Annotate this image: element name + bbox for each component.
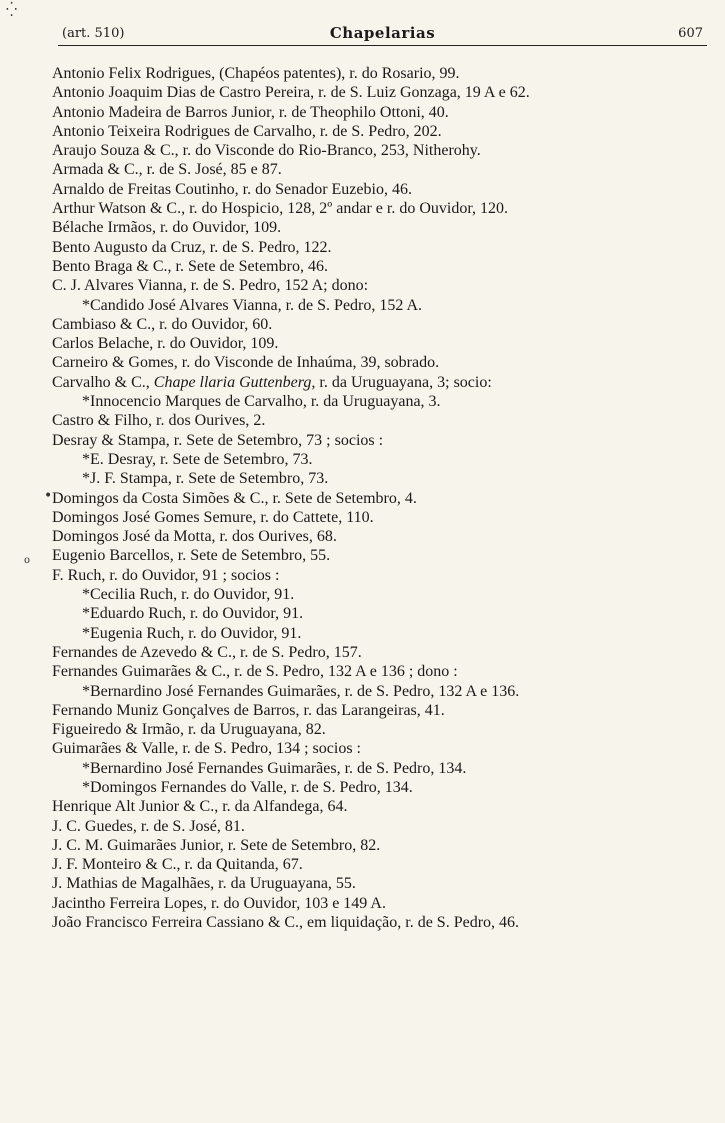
entry-text: Bento Braga & C., r. Sete de Setembro, 46. [52, 257, 328, 275]
ink-speck: • [44, 488, 53, 504]
entry-text: *Eugenia Ruch, r. do Ouvidor, 91. [82, 624, 302, 642]
sub-entry [52, 624, 707, 643]
directory-entry [52, 180, 707, 199]
directory-entry [52, 720, 707, 739]
entry-text: João Francisco Ferreira Cassiano & C., em liquidação, r. de S. Pedro, 46. [52, 914, 520, 932]
directory-entry [52, 315, 707, 334]
entry-text: Carneiro & Gomes, r. do Visconde de Inhaúma, 39, sobrado. [52, 354, 440, 372]
entry-text: Jacintho Ferreira Lopes, r. do Ouvidor, 103 e 149 A. [52, 894, 386, 912]
entry-text: Carvalho & C., [52, 373, 154, 391]
directory-entry [52, 411, 707, 430]
directory-entry [52, 160, 707, 179]
sub-entry [52, 778, 707, 797]
directory-entry [52, 199, 707, 218]
sub-entry [52, 759, 707, 778]
entry-text: *Candido José Alvares Vianna, r. de S. Pedro, 152 A. [82, 296, 423, 314]
directory-entry [52, 894, 707, 913]
sub-entry [52, 450, 707, 469]
directory-entry [52, 546, 707, 565]
entry-text: *Eduardo Ruch, r. do Ouvidor, 91. [82, 605, 304, 623]
entry-text: Guimarães & Valle, r. de S. Pedro, 134 ; socios : [52, 740, 361, 758]
directory-entry [52, 643, 707, 662]
page-number: 607 [678, 26, 703, 41]
entry-text: Antonio Joaquim Dias de Castro Pereira, r. de S. Luiz Gonzaga, 19 A e 62. [52, 84, 530, 102]
entry-list [52, 64, 707, 932]
section-title: Chapelarias [329, 24, 436, 42]
directory-entry [52, 83, 707, 102]
directory-entry [52, 508, 707, 527]
directory-entry [52, 238, 707, 257]
directory-entry [52, 141, 707, 160]
entry-text: Bento Augusto da Cruz, r. de S. Pedro, 122. [52, 238, 332, 256]
entry-text: F. Ruch, r. do Ouvidor, 91 ; socios : [52, 566, 280, 584]
entry-text: *E. Desray, r. Sete de Setembro, 73. [82, 450, 313, 468]
directory-entry [52, 373, 707, 392]
directory-entry [52, 489, 707, 508]
directory-entry [52, 797, 707, 816]
directory-entry [52, 913, 707, 932]
entry-text: Bélache Irmãos, r. do Ouvidor, 109. [52, 219, 282, 237]
entry-text: Arnaldo de Freitas Coutinho, r. do Senador Euzebio, 46. [52, 180, 412, 198]
entry-text: Antonio Teixeira Rodrigues de Carvalho, r. de S. Pedro, 202. [52, 122, 442, 140]
directory-entry [52, 122, 707, 141]
ink-speck: o [24, 555, 31, 566]
entry-text: *Bernardino José Fernandes Guimarães, r. de S. Pedro, 132 A e 136. [82, 682, 520, 700]
directory-entry [52, 566, 707, 585]
directory-entry [52, 836, 707, 855]
entry-text: *J. F. Stampa, r. Sete de Setembro, 73. [82, 470, 329, 488]
entry-text: Antonio Felix Rodrigues, (Chapéos patentes), r. do Rosario, 99. [52, 65, 460, 82]
directory-entry [52, 874, 707, 893]
entry-text: Armada & C., r. de S. José, 85 e 87. [52, 161, 282, 179]
page-header [62, 24, 703, 46]
directory-entry [52, 276, 707, 295]
sub-entry [52, 392, 707, 411]
entry-text: Henrique Alt Junior & C., r. da Alfandega, 64. [52, 798, 348, 816]
directory-entry [52, 64, 707, 83]
entry-text: Cambiaso & C., r. do Ouvidor, 60. [52, 315, 273, 333]
entry-text: Figueiredo & Irmão, r. da Uruguayana, 82. [52, 721, 326, 739]
directory-entry [52, 334, 707, 353]
sub-entry [52, 682, 707, 701]
directory-entry [52, 817, 707, 836]
directory-entry [52, 739, 707, 758]
entry-text: Domingos da Costa Simões & C., r. Sete de Setembro, 4. [52, 489, 417, 507]
entry-text: Castro & Filho, r. dos Ourives, 2. [52, 412, 266, 430]
directory-entry [52, 431, 707, 450]
entry-text: Antonio Madeira de Barros Junior, r. de Theophilo Ottoni, 40. [52, 103, 449, 121]
directory-entry [52, 527, 707, 546]
entry-text: J. C. Guedes, r. de S. José, 81. [52, 817, 245, 835]
entry-text: J. C. M. Guimarães Junior, r. Sete de Setembro, 82. [52, 836, 381, 854]
sub-entry [52, 585, 707, 604]
entry-text: Domingos José da Motta, r. dos Ourives, 68. [52, 528, 337, 546]
entry-text: J. F. Monteiro & C., r. da Quitanda, 67. [52, 856, 303, 874]
entry-text: Fernandes de Azevedo & C., r. de S. Pedro, 157. [52, 643, 362, 661]
entry-text: Fernandes Guimarães & C., r. de S. Pedro, 132 A e 136 ; dono : [52, 663, 458, 681]
entry-text: Eugenio Barcellos, r. Sete de Setembro, 55. [52, 547, 331, 565]
sub-entry [52, 469, 707, 488]
header-rule [58, 45, 707, 46]
entry-text: *Domingos Fernandes do Valle, r. de S. Pedro, 134. [82, 778, 413, 796]
entry-text: Domingos José Gomes Semure, r. do Cattete, 110. [52, 508, 374, 526]
directory-entry [52, 662, 707, 681]
sub-entry [52, 296, 707, 315]
entry-text: Carlos Belache, r. do Ouvidor, 109. [52, 335, 279, 353]
entry-text: Arthur Watson & C., r. do Hospicio, 128, 2º andar e r. do Ouvidor, 120. [52, 200, 509, 218]
entry-text: Fernando Muniz Gonçalves de Barros, r. das Larangeiras, 41. [52, 701, 445, 719]
entry-text: J. Mathias de Magalhães, r. da Uruguayana, 55. [52, 875, 356, 893]
entry-shop-name: Chape llaria Guttenberg, [153, 373, 316, 391]
entry-text: *Innocencio Marques de Carvalho, r. da Uruguayana, 3. [82, 393, 441, 411]
entry-text: C. J. Alvares Vianna, r. de S. Pedro, 152 A; dono: [52, 277, 369, 295]
article-reference: (art. 510) [62, 26, 125, 41]
ink-speck: ⁛ [6, 2, 18, 18]
directory-entry [52, 103, 707, 122]
directory-entry [52, 855, 707, 874]
directory-entry [52, 701, 707, 720]
entry-text: Araujo Souza & C., r. do Visconde do Rio-Branco, 253, Nitherohy. [52, 142, 481, 160]
directory-entry [52, 257, 707, 276]
sub-entry [52, 604, 707, 623]
entry-text: *Cecilia Ruch, r. do Ouvidor, 91. [82, 586, 295, 604]
entry-text: *Bernardino José Fernandes Guimarães, r. de S. Pedro, 134. [82, 759, 467, 777]
directory-entry [52, 353, 707, 372]
entry-text: Desray & Stampa, r. Sete de Setembro, 73 ; socios : [52, 431, 384, 449]
directory-entry [52, 218, 707, 237]
entry-text-rest: r. da Uruguayana, 3; socio: [315, 373, 492, 391]
